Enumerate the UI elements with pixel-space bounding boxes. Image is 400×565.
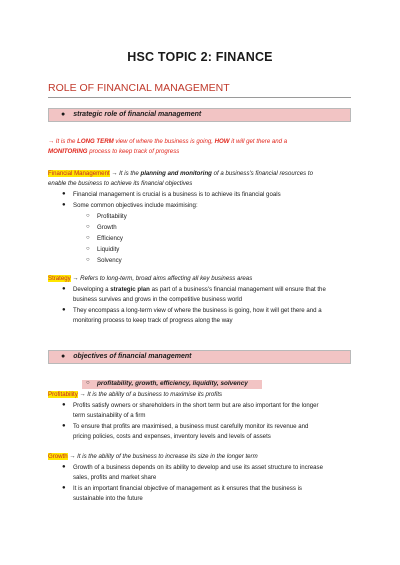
fm-definition-line-1: Financial Management → It is the planning and monitoring of a business's financial resources to	[48, 170, 314, 177]
list-item: Financial management is crucial is a business is to achieve its financial goals	[73, 191, 281, 198]
term-highlight: Profitability	[48, 391, 78, 398]
sub-list-item: Solvency	[97, 257, 122, 264]
strategy-definition: Strategy → Refers to long-term, broad aims affecting all key business areas	[48, 275, 253, 282]
section-heading: ROLE OF FINANCIAL MANAGEMENT	[48, 82, 230, 94]
sub-list-item: Profitability	[97, 213, 127, 220]
list-item-continued: business survives and grows in the competitive business world	[73, 296, 243, 303]
list-item: Growth of a business depends on its ability to develop and use its asset structure to increase	[73, 464, 323, 471]
intro-line-1: → It is the LONG TERM view of where the business is going, HOW it will get there and a	[48, 138, 288, 145]
list-item: To ensure that profits are maximised, a business must carefully monitor its revenue and	[73, 423, 309, 430]
list-item: Profits satisfy owners or shareholders in the short term but are also important for the longer	[73, 402, 319, 409]
bullet-icon: ●	[62, 423, 66, 429]
term-highlight: Strategy	[48, 275, 71, 282]
sub-list-item: Growth	[97, 224, 117, 231]
circle-bullet-icon: ○	[86, 257, 90, 263]
bullet-icon: ●	[62, 402, 66, 408]
circle-bullet-icon: ○	[86, 235, 90, 241]
profitability-definition: Profitability → It is the ability of a business to maximise its profits	[48, 391, 223, 398]
circle-bullet-icon: ○	[86, 246, 90, 252]
bullet-icon: ●	[62, 485, 66, 491]
box-label: strategic role of financial management	[73, 111, 202, 118]
section-divider	[48, 97, 351, 98]
list-item: It is an important financial objective of management as it ensures that the business is	[73, 485, 302, 492]
circle-bullet-icon: ○	[86, 213, 90, 219]
list-item-continued: monitoring process to keep track of progress along the way	[73, 317, 233, 324]
sub-list-item: Liquidity	[97, 246, 120, 253]
bullet-icon: ●	[62, 464, 66, 470]
objectives-list-line: profitability, growth, efficiency, liquidity, solvency	[97, 380, 248, 387]
bullet-icon: ●	[61, 353, 66, 360]
list-item-continued: pricing policies, costs and expenses, inventory levels and levels of assets	[73, 433, 271, 440]
topic-box-strategic-role	[48, 108, 351, 122]
sub-list-item: Efficiency	[97, 235, 123, 242]
list-item-continued: sustainable into the future	[73, 495, 143, 502]
list-item-continued: sales, profits and market share	[73, 474, 157, 481]
circle-bullet-icon: ○	[86, 224, 90, 230]
bullet-icon: ●	[61, 111, 66, 118]
box-label: objectives of financial management	[73, 353, 192, 360]
bullet-icon: ●	[62, 202, 66, 208]
page-title: HSC TOPIC 2: FINANCE	[127, 50, 273, 64]
bullet-icon: ●	[62, 286, 66, 292]
term-highlight: Financial Management	[48, 170, 110, 177]
fm-definition-line-2: enable the business to achieve its financial objectives	[48, 180, 193, 187]
list-item: They encompass a long-term view of where the business is going, how it will get there and a	[73, 307, 322, 314]
list-item: Some common objectives include maximising:	[73, 202, 198, 209]
intro-line-2: MONITORING process to keep track of progress	[48, 148, 180, 155]
circle-bullet-icon: ○	[86, 380, 90, 386]
topic-box-objectives	[48, 350, 351, 364]
term-highlight: Growth	[48, 453, 68, 460]
bullet-icon: ●	[62, 307, 66, 313]
growth-definition: Growth → It is the ability of the business to increase its size in the longer term	[48, 453, 258, 460]
list-item: Developing a strategic plan as part of a business's financial management will ensure that the	[73, 286, 326, 293]
list-item-continued: term sustainability of a firm	[73, 412, 146, 419]
bullet-icon: ●	[62, 191, 66, 197]
